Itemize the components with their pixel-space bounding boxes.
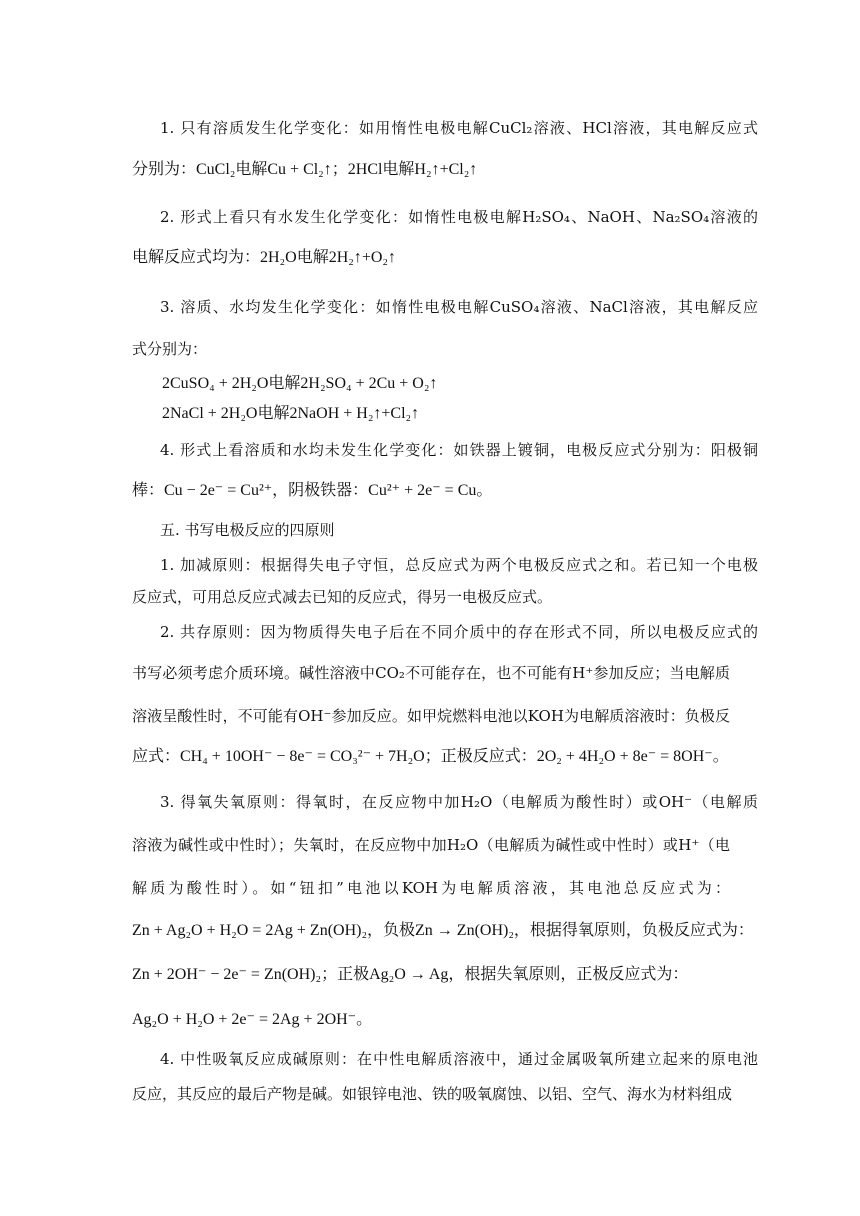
paragraph-line: 式分别为： <box>132 340 208 358</box>
equation-line: 电解反应式均为：2H₂O电解2H₂↑+O₂↑ <box>132 249 396 266</box>
paragraph-line: 溶液呈酸性时，不可能有OH⁻参加反应。如甲烷燃料电池以KOH为电解质溶液时：负极反 <box>132 707 730 725</box>
paragraph-line: 3. 得氧失氧原则：得氧时，在反应物中加H₂O（电解质为酸性时）或OH⁻（电解质 <box>160 793 758 811</box>
paragraph-line: 反应，其反应的最后产物是碱。如银锌电池、铁的吸氧腐蚀、以铝、空气、海水为材料组成 <box>132 1085 733 1103</box>
paragraph-line: 解质为酸性时）。如“钮扣”电池以KOH为电解质溶液，其电池总反应式为： <box>132 879 730 897</box>
equation-line: Ag₂O + H₂O + 2e⁻ = 2Ag + 2OH⁻。 <box>132 1011 373 1028</box>
paragraph-line: 2. 形式上看只有水发生化学变化：如惰性电极电解H₂SO₄、NaOH、Na₂SO₄溶液的 <box>160 208 758 226</box>
paragraph-line: 书写必须考虑介质环境。碱性溶液中CO₂不可能存在，也不可能有H⁺参加反应；当电解质 <box>132 664 730 682</box>
equation-line: 应式：CH₄ + 10OH⁻ − 8e⁻ = CO₃²⁻ + 7H₂O；正极反应式：2O₂ + 4H₂O + 8e⁻ = 8OH⁻。 <box>132 748 729 765</box>
equation-line: Zn + 2OH⁻ − 2e⁻ = Zn(OH)₂；正极Ag₂O → Ag，根据失氧原则，正极反应式为： <box>132 966 689 983</box>
paragraph-line: 4. 形式上看溶质和水均未发生化学变化：如铁器上镀铜，电极反应式分别为：阳极铜 <box>160 441 758 459</box>
paragraph-line: 4. 中性吸氧反应成碱原则：在中性电解质溶液中，通过金属吸氧所建立起来的原电池 <box>160 1050 758 1068</box>
section-heading: 五. 书写电极反应的四原则 <box>160 521 335 539</box>
equation-line: 2CuSO₄ + 2H₂O电解2H₂SO₄ + 2Cu + O₂↑ <box>162 375 438 392</box>
paragraph-line: 反应式，可用总反应式减去已知的反应式，得另一电极反应式。 <box>132 588 553 606</box>
paragraph-line: 1. 加减原则：根据得失电子守恒，总反应式为两个电极反应式之和。若已知一个电极 <box>160 556 758 574</box>
paragraph-line: 溶液为碱性或中性时）；失氧时，在反应物中加H₂O（电解质为碱性或中性时）或H⁺（电 <box>132 836 730 854</box>
paragraph-line: 3. 溶质、水均发生化学变化：如惰性电极电解CuSO₄溶液、NaCl溶液，其电解反应 <box>160 298 758 316</box>
equation-line: 分别为：CuCl₂电解Cu + Cl₂↑；2HCl电解H₂↑+Cl₂↑ <box>132 161 478 178</box>
equation-line: 棒：Cu − 2e⁻ = Cu²⁺，阴极铁器：Cu²⁺ + 2e⁻ = Cu。 <box>132 482 493 499</box>
equation-line: Zn + Ag₂O + H₂O = 2Ag + Zn(OH)₂，负极Zn → Zn(OH)₂，根据得氧原则，负极反应式为： <box>132 922 754 939</box>
paragraph-line: 2. 共存原则：因为物质得失电子后在不同介质中的存在形式不同，所以电极反应式的 <box>160 623 758 641</box>
paragraph-line: 1. 只有溶质发生化学变化：如用惰性电极电解CuCl₂溶液、HCl溶液，其电解反应式 <box>160 119 758 137</box>
equation-line: 2NaCl + 2H₂O电解2NaOH + H₂↑+Cl₂↑ <box>162 405 420 422</box>
